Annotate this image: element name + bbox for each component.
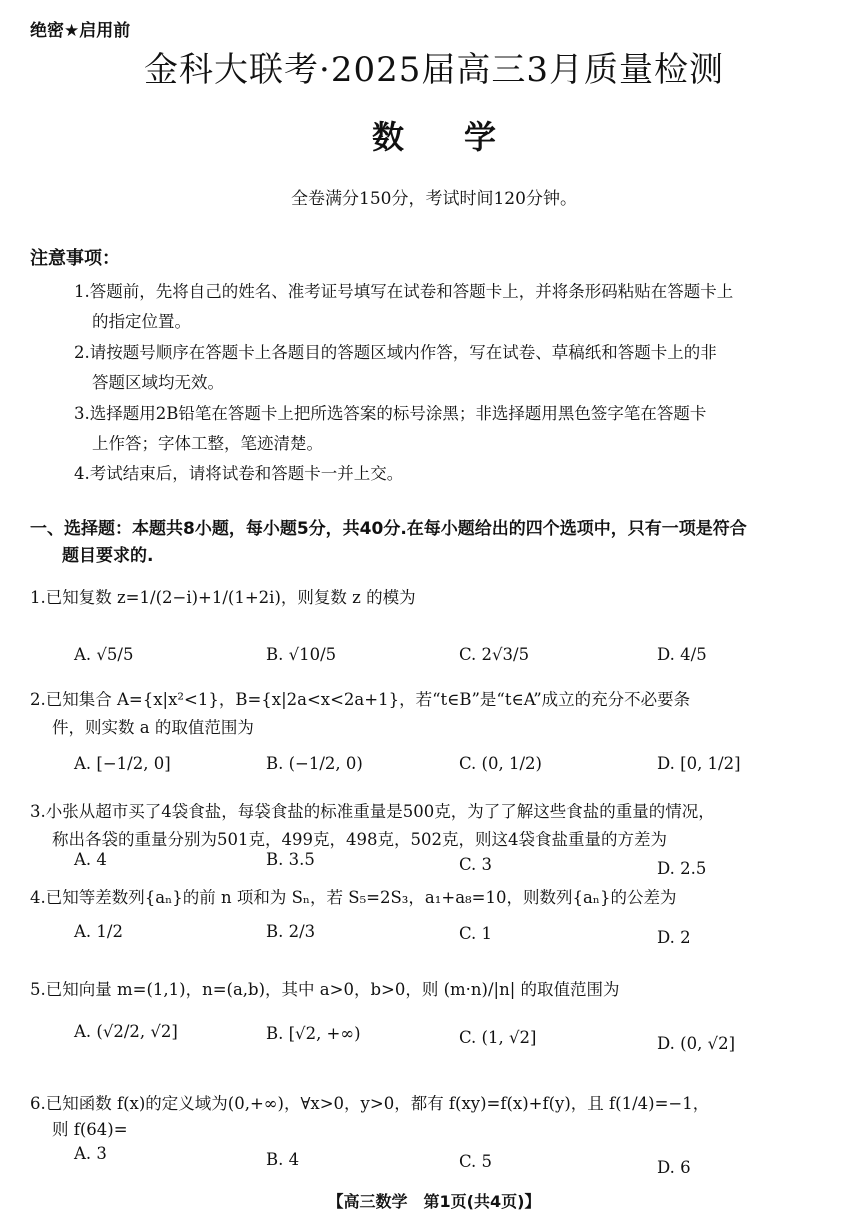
confidential-mark: 绝密★启用前 <box>30 21 131 41</box>
question-2: 2.已知集合 A={x|x²<1}，B={x|2a<x<2a+1}，若“t∈B”是“t∈A”成立的充分不必要条 <box>30 690 691 709</box>
question-4: 4.已知等差数列{aₙ}的前 n 项和为 Sₙ，若 S₅=2S₃，a₁+a₈=10，则数列{aₙ}的公差为 <box>30 888 677 907</box>
q1-option-a: A. √5/5 <box>74 645 134 664</box>
q6-option-b: B. 4 <box>266 1150 300 1169</box>
q4-option-c: C. 1 <box>459 924 493 943</box>
question-6: 6.已知函数 f(x)的定义域为(0,+∞)，∀x>0，y>0，都有 f(xy)=f(x)+f(y)，且 f(1/4)=−1， <box>30 1094 710 1113</box>
q5-option-b: B. [√2, +∞) <box>266 1024 361 1043</box>
notice-line: 2.请按题号顺序在答题卡上各题目的答题区域内作答，写在试卷、草稿纸和答题卡上的非 <box>74 343 717 362</box>
q2-option-c: C. (0, 1/2) <box>459 754 542 773</box>
notice-line: 的指定位置。 <box>92 312 191 331</box>
q3-option-a: A. 4 <box>74 850 107 869</box>
notice-line: 上作答；字体工整，笔迹清楚。 <box>92 434 323 453</box>
section-heading: 一、选择题：本题共8小题，每小题5分，共40分.在每小题给出的四个选项中，只有一项是符合 <box>30 519 747 539</box>
q4-option-d: D. 2 <box>657 928 691 947</box>
q6-option-a: A. 3 <box>74 1144 107 1163</box>
q6-option-d: D. 6 <box>657 1158 691 1177</box>
q3-option-b: B. 3.5 <box>266 850 315 869</box>
notice-line: 1.答题前，先将自己的姓名、准考证号填写在试卷和答题卡上，并将条形码粘贴在答题卡上 <box>74 282 734 301</box>
question-3: 3.小张从超市买了4袋食盐，每袋食盐的标准重量是500克，为了了解这些食盐的重量的情况， <box>30 802 715 821</box>
q2-option-a: A. [−1/2, 0] <box>74 754 171 773</box>
q2-option-d: D. [0, 1/2] <box>657 754 741 773</box>
q1-option-c: C. 2√3/5 <box>459 645 530 664</box>
q1-option-d: D. 4/5 <box>657 645 707 664</box>
question-6-cont: 则 f(64)= <box>52 1120 128 1139</box>
q3-option-c: C. 3 <box>459 855 493 874</box>
q5-option-d: D. (0, √2] <box>657 1034 736 1053</box>
page-footer: 【高三数学 第1页(共4页)】 <box>327 1192 541 1211</box>
subject-title: 数学 <box>371 118 556 156</box>
notice-line: 答题区域均无效。 <box>92 373 224 392</box>
q5-option-a: A. (√2/2, √2] <box>74 1022 178 1041</box>
question-3-cont: 称出各袋的重量分别为501克，499克，498克，502克，则这4袋食盐重量的方差为 <box>52 830 667 849</box>
notice-line: 4.考试结束后，请将试卷和答题卡一并上交。 <box>74 464 404 483</box>
q4-option-a: A. 1/2 <box>74 922 123 941</box>
exam-title: 金科大联考·2025届高三3月质量检测 <box>144 50 724 90</box>
q5-option-c: C. (1, √2] <box>459 1028 537 1047</box>
question-2-cont: 件，则实数 a 的取值范围为 <box>52 718 254 737</box>
notice-line: 3.选择题用2B铅笔在答题卡上把所选答案的标号涂黑；非选择题用黑色签字笔在答题卡 <box>74 404 707 423</box>
q1-option-b: B. √10/5 <box>266 645 337 664</box>
question-1: 1.已知复数 z=1/(2−i)+1/(1+2i)，则复数 z 的模为 <box>30 588 416 607</box>
exam-meta: 全卷满分150分，考试时间120分钟。 <box>291 189 577 209</box>
q3-option-d: D. 2.5 <box>657 859 707 878</box>
section-heading-cont: 题目要求的. <box>62 546 154 566</box>
q2-option-b: B. (−1/2, 0) <box>266 754 363 773</box>
question-5: 5.已知向量 m=(1,1)，n=(a,b)，其中 a>0，b>0，则 (m·n)/|n| 的取值范围为 <box>30 980 620 999</box>
q6-option-c: C. 5 <box>459 1152 493 1171</box>
notice-heading: 注意事项： <box>30 248 120 269</box>
q4-option-b: B. 2/3 <box>266 922 316 941</box>
